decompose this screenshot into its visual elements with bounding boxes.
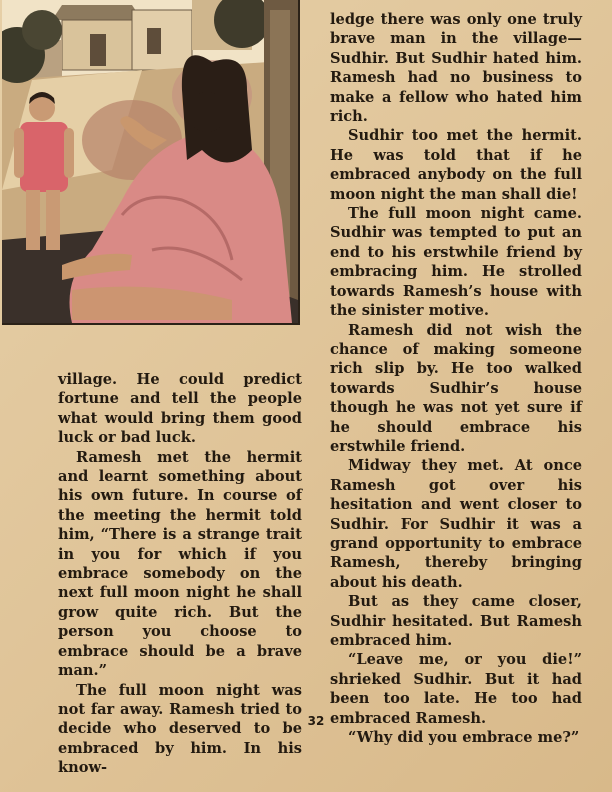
paragraph: Sudhir too met the hermit. He was told that if he embraced anybody on the full moon night the man shall die! [330, 127, 582, 203]
paragraph: Midway they met. At once Ramesh got over his hesitation and went closer to Sudhir. For Sudhir it was a grand opportunity to embrace Ramesh, thereby bringing about his death. [330, 457, 582, 591]
hermit-illustration-image [2, 0, 298, 323]
paragraph: The full moon night came. Sudhir was tempted to put an end to his erstwhile friend by embracing him. He strolled towards Ramesh’s house with the sinister motive. [330, 205, 582, 320]
text-column-right [330, 10, 582, 747]
page-number: 32 [307, 714, 325, 728]
paragraph: Ramesh did not wish the chance of making someone rich slip by. He too walked towards Sudhir’s house though he was not yet sure if he should embrace his erstwhile friend. [330, 321, 582, 455]
paragraph: “Leave me, or you die!” shrieked Sudhir. But it had been too late. He too had embraced Ramesh. [330, 651, 582, 727]
paragraph: ledge there was only one truly brave man in the village—Sudhir. But Sudhir hated him. Ramesh had no business to make a fellow who hated him rich. [330, 11, 582, 126]
paragraph: The full moon night was not far away. Ramesh tried to decide who deserved to be embraced by him. In his know- [58, 681, 302, 777]
paragraph: “Why did you embrace me?” [348, 729, 580, 747]
paragraph: But as they came closer, Sudhir hesitated. But Ramesh embraced him. [330, 593, 582, 649]
text-column-left [58, 370, 302, 778]
paragraph: Ramesh met the hermit and learnt something about his own future. In course of the meeting the hermit told him, “There is a strange trait in you for which if you embrace somebody on the next full moon night he shall grow quite rich. But the person you choose to embrace should be a brave man.” [58, 448, 302, 680]
story-illustration [2, 0, 300, 325]
paragraph: village. He could predict fortune and tell the people what would bring them good luck or bad luck. [58, 371, 302, 447]
